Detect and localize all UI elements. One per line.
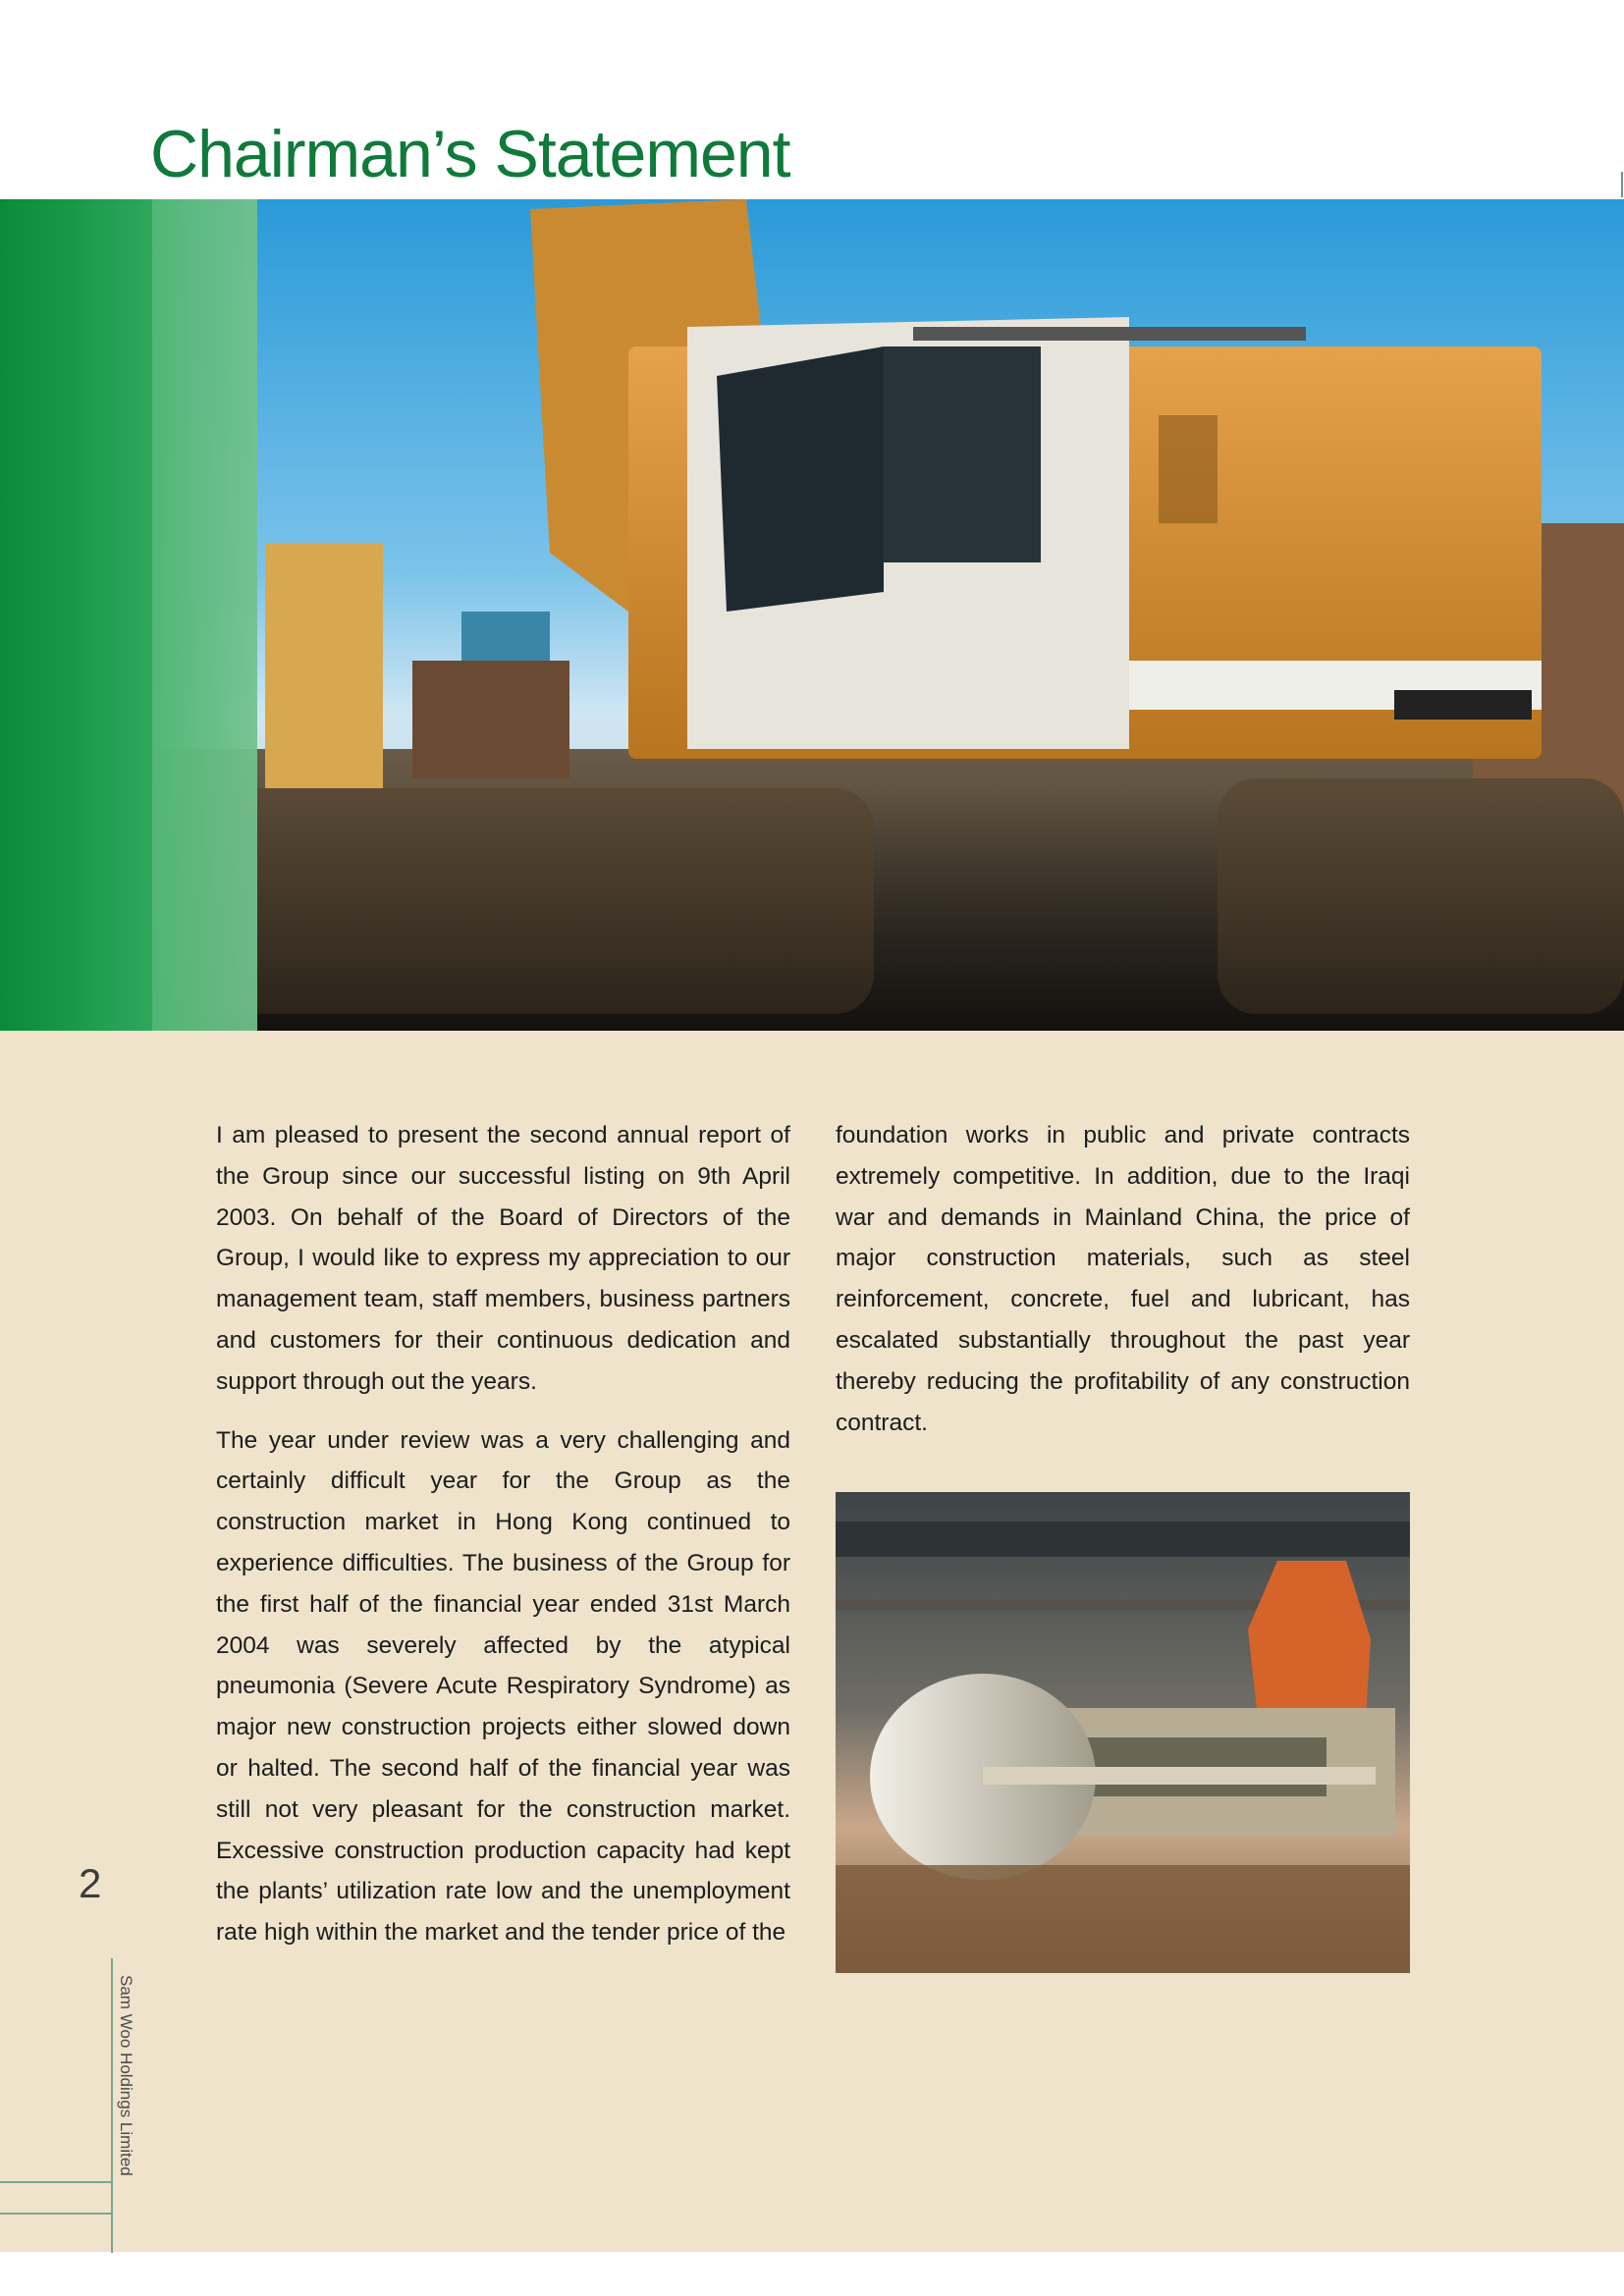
title-rule (1621, 172, 1623, 197)
left-column (216, 1115, 790, 1971)
right-column (836, 1115, 1410, 1461)
footer-horizontal-rule (0, 2213, 111, 2215)
hero-photo (0, 199, 1624, 1031)
company-name: Sam Woo Holdings Limited (117, 1975, 135, 2176)
paragraph: foundation works in public and private contracts extremely competitive. In addition, due to the Iraqi war and demands in Mainland China, the price of major construction materials, such as steel reinforcement, concrete, fuel and lubricant, has escalated substantially throughout the past year thereby reducing the profitability of any construction contract. (836, 1122, 1410, 1436)
page-title: Chairman’s Statement (150, 117, 790, 191)
footer-horizontal-rule (0, 2181, 111, 2183)
hero-banner (0, 199, 1624, 1031)
footer-vertical-rule (111, 1958, 113, 2253)
paragraph: I am pleased to present the second annual report of the Group since our successful listing on 9th April 2003. On behalf of the Board of Directors of the Group, I would like to express my appreciation to our management team, staff members, business partners and customers for their continuous dedication and support through out the years. (216, 1122, 790, 1395)
machinery-photo-image (836, 1492, 1410, 1973)
page-number: 2 (79, 1860, 102, 1906)
machinery-photo (836, 1492, 1410, 1973)
paragraph: The year under review was a very challenging and certainly difficult year for the Group as the construction market in Hong Kong continued to experience difficulties. The business of the Group for the first half of the financial year ended 31st March 2004 was severely affected by the atypical pneumonia (Severe Acute Respiratory Syndrome) as major new construction projects either slowed down or halted. The second half of the financial year was still not very pleasant for the construction market. Excessive construction production capacity had kept the plants’ utilization rate low and the unemployment rate high within the market and the tender price of the (216, 1426, 790, 1947)
